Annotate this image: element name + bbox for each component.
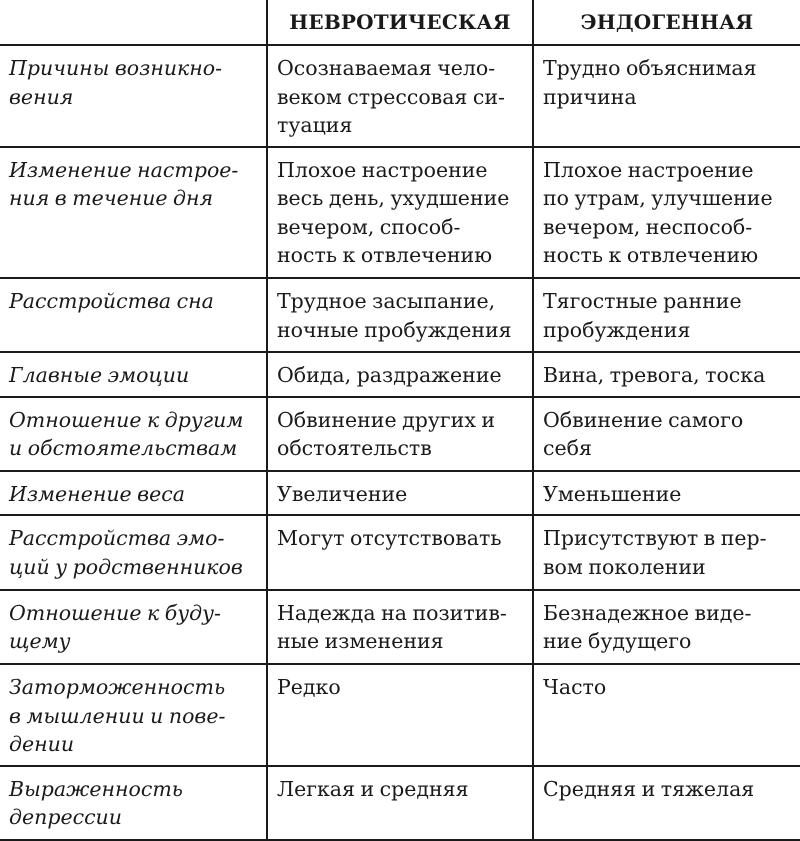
cell-text-line: Плохое настроение bbox=[543, 157, 754, 182]
endogenous-cell bbox=[533, 397, 800, 471]
cell-text-line: Изменение настрое- bbox=[9, 157, 239, 182]
header-neurotic: НЕВРОТИЧЕСКАЯ bbox=[267, 0, 533, 45]
table-row bbox=[0, 766, 800, 840]
criterion-cell bbox=[0, 590, 267, 664]
cell-text-line: Причины возникно- bbox=[9, 56, 223, 81]
cell-text-line: ные изменения bbox=[277, 629, 444, 654]
table-row bbox=[0, 147, 800, 279]
cell-text-line: пробуждения bbox=[543, 317, 691, 342]
table-row bbox=[0, 45, 800, 146]
cell-text-line: и обстоятельствам bbox=[9, 436, 238, 461]
cell-text-line: вом поколении bbox=[543, 554, 706, 579]
cell-text-line: Могут отсутствовать bbox=[277, 526, 502, 551]
cell-text-line: в мышлении и пове- bbox=[9, 703, 226, 728]
criterion-cell bbox=[0, 45, 267, 146]
cell-text-line: Безнадежное виде- bbox=[543, 600, 752, 625]
cell-text-line: по утрам, улучшение bbox=[543, 186, 773, 211]
cell-text-line: Тягостные ранние bbox=[543, 289, 742, 314]
neurotic-cell bbox=[267, 397, 533, 471]
cell-text-line: туация bbox=[277, 113, 353, 138]
cell-text-line: Надежда на позитив- bbox=[277, 600, 507, 625]
table-row bbox=[0, 515, 800, 589]
cell-text-line: себя bbox=[543, 436, 592, 461]
cell-text-line: веком стрессовая си- bbox=[277, 84, 505, 109]
cell-text-line: дении bbox=[9, 732, 75, 757]
neurotic-cell bbox=[267, 471, 533, 515]
criterion-cell bbox=[0, 664, 267, 765]
cell-text-line: Увеличение bbox=[277, 482, 408, 507]
neurotic-cell bbox=[267, 664, 533, 765]
endogenous-cell bbox=[533, 515, 800, 589]
table-row bbox=[0, 471, 800, 515]
cell-text-line: Редко bbox=[277, 675, 341, 700]
criterion-cell bbox=[0, 397, 267, 471]
cell-text-line: ность к отвлечению bbox=[277, 243, 493, 268]
endogenous-cell bbox=[533, 664, 800, 765]
cell-text-line: причина bbox=[543, 84, 637, 109]
endogenous-cell bbox=[533, 352, 800, 397]
cell-text-line: Часто bbox=[543, 675, 607, 700]
cell-text-line: Обвинение других и bbox=[277, 407, 496, 432]
endogenous-cell bbox=[533, 766, 800, 840]
criterion-cell bbox=[0, 147, 267, 279]
cell-text-line: Осознаваемая чело- bbox=[277, 56, 496, 81]
cell-text-line: Расстройства эмо- bbox=[9, 526, 225, 551]
table-row bbox=[0, 397, 800, 471]
criterion-cell bbox=[0, 352, 267, 397]
cell-text-line: Трудно объяснимая bbox=[543, 56, 757, 81]
cell-text-line: ций у родственников bbox=[9, 554, 243, 579]
endogenous-cell bbox=[533, 147, 800, 279]
neurotic-cell bbox=[267, 515, 533, 589]
cell-text-line: Легкая и средняя bbox=[277, 776, 469, 801]
cell-text-line: ночные пробуждения bbox=[277, 317, 512, 342]
cell-text-line: Расстройства сна bbox=[9, 289, 214, 314]
neurotic-cell bbox=[267, 45, 533, 146]
cell-text-line: щему bbox=[9, 629, 71, 654]
cell-text-line: Заторможенность bbox=[9, 675, 226, 700]
cell-text-line: Средняя и тяжелая bbox=[543, 776, 755, 801]
cell-text-line: Присутствуют в пер- bbox=[543, 526, 767, 551]
neurotic-cell bbox=[267, 278, 533, 351]
criterion-cell bbox=[0, 515, 267, 589]
cell-text-line: вечером, способ- bbox=[277, 214, 461, 239]
cell-text-line: вения bbox=[9, 84, 74, 109]
cell-text-line: Уменьшение bbox=[543, 482, 682, 507]
cell-text-line: вечером, неспособ- bbox=[543, 214, 753, 239]
cell-text-line: ние будущего bbox=[543, 629, 692, 654]
table-row bbox=[0, 664, 800, 765]
cell-text-line: весь день, ухудшение bbox=[277, 186, 510, 211]
endogenous-cell bbox=[533, 590, 800, 664]
table-row bbox=[0, 590, 800, 664]
header-endogenous: ЭНДОГЕННАЯ bbox=[533, 0, 800, 45]
criterion-cell bbox=[0, 278, 267, 351]
cell-text-line: Главные эмоции bbox=[9, 362, 190, 387]
neurotic-cell bbox=[267, 590, 533, 664]
cell-text-line: ния в течение дня bbox=[9, 186, 214, 211]
cell-text-line: Обвинение самого bbox=[543, 407, 744, 432]
cell-text-line: Изменение веса bbox=[9, 482, 185, 507]
neurotic-cell bbox=[267, 147, 533, 279]
neurotic-cell bbox=[267, 766, 533, 840]
criterion-cell bbox=[0, 766, 267, 840]
cell-text-line: Выраженность bbox=[9, 776, 183, 801]
endogenous-cell bbox=[533, 278, 800, 351]
cell-text-line: Вина, тревога, тоска bbox=[543, 362, 766, 387]
neurotic-cell bbox=[267, 352, 533, 397]
cell-text-line: Отношение к буду- bbox=[9, 600, 221, 625]
endogenous-cell bbox=[533, 471, 800, 515]
cell-text-line: Плохое настроение bbox=[277, 157, 488, 182]
header-row bbox=[0, 0, 800, 45]
header-corner-cell bbox=[0, 0, 267, 45]
cell-text-line: Обида, раздражение bbox=[277, 362, 502, 387]
cell-text-line: Отношение к другим bbox=[9, 407, 244, 432]
criterion-cell bbox=[0, 471, 267, 515]
cell-text-line: депрессии bbox=[9, 805, 122, 830]
cell-text-line: Трудное засыпание, bbox=[277, 289, 496, 314]
cell-text-line: обстоятельств bbox=[277, 436, 432, 461]
table-row bbox=[0, 278, 800, 351]
endogenous-cell bbox=[533, 45, 800, 146]
cell-text-line: ность к отвлечению bbox=[543, 243, 759, 268]
table-row bbox=[0, 352, 800, 397]
